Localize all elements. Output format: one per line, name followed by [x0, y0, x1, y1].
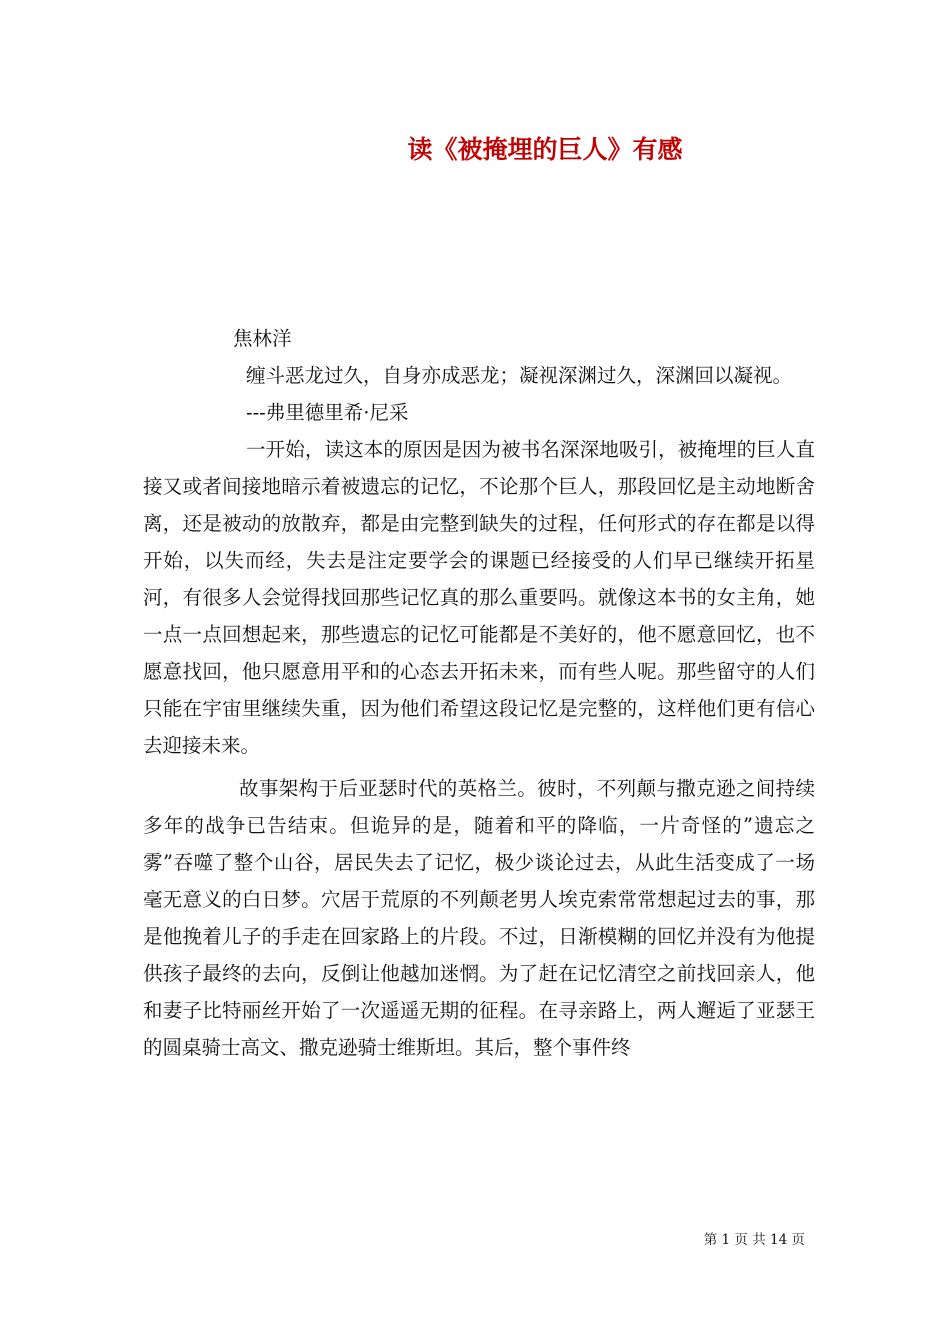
author-name: 焦林洋 — [233, 327, 292, 350]
page-title: 读《被掩埋的巨人》有感 — [407, 135, 683, 164]
body-paragraph-1: 一开始，读这本的原因是因为被书名深深地吸引，被掩埋的巨人直接又或者间接地暗示着被遗忘的记忆，不论那个巨人，那段回忆是主动地断舍离，还是被动的放散弃，都是由完整到缺失的过程，任何形式的存在都是以得开始，以失而经，失去是注定要学会的课题已经接受的人们早已继续开拓星河，有很多人会觉得找回那些记忆真的那么重要吗。就像这本书的女主角，她一点一点回想起来，那些遗忘的记忆可能都是不美好的，他不愿意回忆，也不愿意找回，他只愿意用平和的心态去开拓未来，而有些人呢。那些留守的人们只能在宇宙里继续失重，因为他们希望这段记忆是完整的，这样他们更有信心去迎接未来。 — [143, 438, 815, 757]
body-paragraph-2: 故事架构于后亚瑟时代的英格兰。彼时，不列颠与撒克逊之间持续多年的战争已告结束。但诡异的是，随着和平的降临，一片奇怪的”遗忘之雾”吞噬了整个山谷，居民失去了记忆，极少谈论过去，从此生活变成了一场毫无意义的白日梦。穴居于荒原的不列颠老男人埃克索常常想起过去的事，那是他挽着儿子的手走在回家路上的片段。不过，日渐模糊的回忆并没有为他提供孩子最终的去向，反倒让他越加迷惘。为了赶在记忆清空之前找回亲人，他和妻子比特丽丝开始了一次遥遥无期的征程。在寻亲路上，两人邂逅了亚瑟王的圆桌骑士高文、撒克逊骑士维斯坦。其后，整个事件终 — [143, 777, 815, 1059]
page-number-footer: 第 1 页 共 14 页 — [703, 1232, 805, 1248]
document-body — [143, 320, 815, 1066]
epigraph-quote: 缠斗恶龙过久，自身亦成恶龙；凝视深渊过久，深渊回以凝视。 — [246, 364, 793, 387]
epigraph-attribution: ---弗里德里希·尼采 — [246, 401, 409, 424]
